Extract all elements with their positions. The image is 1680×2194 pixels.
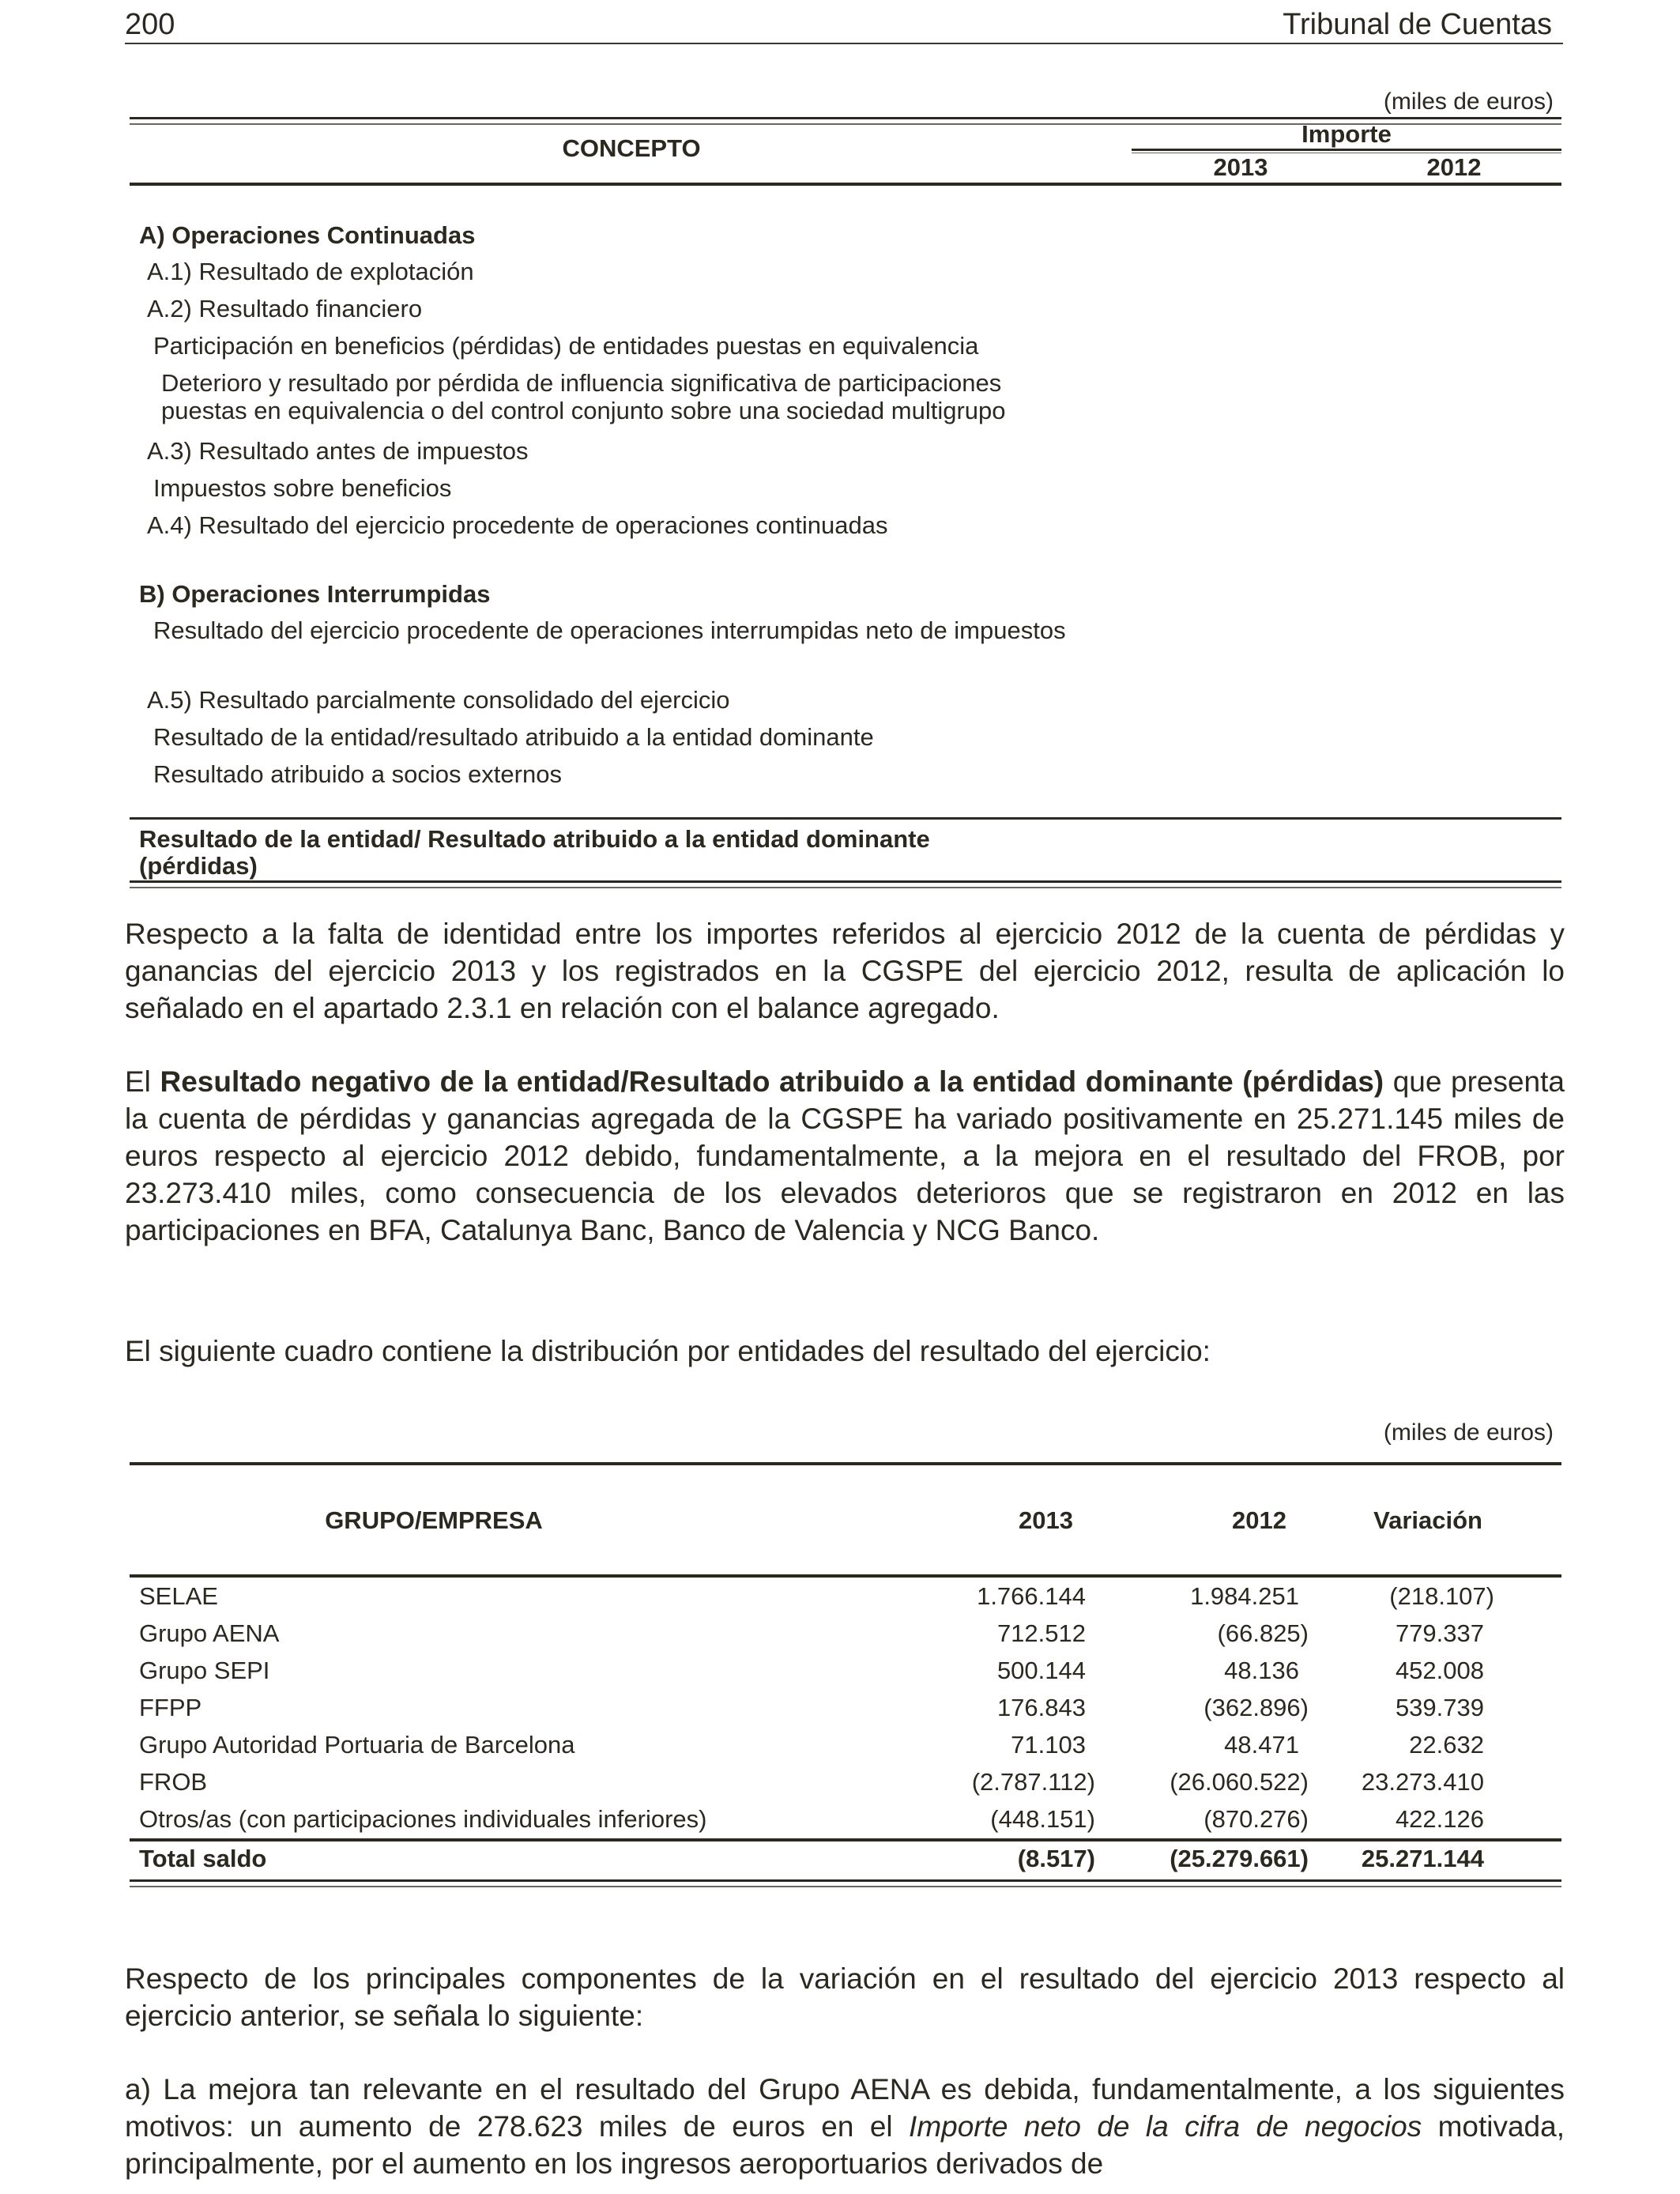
- table-row: Otros/as (con participaciones individuales inferiores) (448.151) (870.276) 422.126: [139, 1805, 1484, 1833]
- paragraph-components-intro: Respecto de los principales componentes de la variación en el resultado del ejercicio 2013 respecto al ejercicio anterior, se señala lo siguiente:: [125, 1962, 1565, 2032]
- page-number: 200: [125, 8, 175, 41]
- table-row: FFPP 176.843 (362.896) 539.739: [139, 1694, 1484, 1721]
- col-header-grupo: GRUPO/EMPRESA: [325, 1506, 543, 1534]
- table-row: Grupo AENA 712.512 (66.825) 779.337: [139, 1619, 1484, 1647]
- table-total-row: Total saldo (8.517) (25.279.661) 25.271.144: [139, 1845, 1484, 1872]
- table1-units: (miles de euros): [1383, 89, 1554, 115]
- table-row: Grupo Autoridad Portuaria de Barcelona 71.103 48.471 22.632: [139, 1731, 1484, 1759]
- bold-result-phrase: Resultado negativo de la entidad/Resultado atribuido a la entidad dominante (pérdidas): [160, 1065, 1384, 1098]
- paragraph-aena: a) La mejora tan relevante en el resultado del Grupo AENA es debida, fundamentalmente, a los siguientes motivos: un aumento de 278.623 miles de euros en el Importe neto de la cifra de negocios motivada, principalmente, por el aumento en los ingresos aeroportuarios derivados de: [125, 2073, 1565, 2180]
- section-b-heading: B) Operaciones Interrumpidas: [139, 580, 491, 608]
- table-row: Grupo SEPI 500.144 48.136 452.008: [139, 1657, 1484, 1684]
- table-row: SELAE 1.766.144 1.984.251 (218.107): [139, 1582, 1494, 1610]
- col-header-2012: 2012: [1232, 1506, 1286, 1534]
- page-header: [125, 6, 1563, 44]
- paragraph-identity-note: Respecto a la falta de identidad entre los importes referidos al ejercicio 2012 de la cuenta de pérdidas y ganancias del ejercicio 2013 y los registrados en la CGSPE del ejercicio 2012, resulta de aplicación lo señalado en el apartado 2.3.1 en relación con el balance agregado.: [125, 918, 1565, 1024]
- running-title: Tribunal de Cuentas: [1283, 8, 1552, 41]
- section-a-heading: A) Operaciones Continuadas: [139, 221, 476, 249]
- paragraph-table-intro: El siguiente cuadro contiene la distribución por entidades del resultado del ejercicio:: [125, 1335, 1211, 1367]
- table2-total-rule: [130, 1838, 1561, 1842]
- col-header-variacion: Variación: [1373, 1506, 1482, 1534]
- total-top-rule: [130, 817, 1561, 820]
- italic-term: Importe neto de la cifra de negocios: [909, 2110, 1422, 2143]
- table2-header-row: [130, 1506, 1552, 1538]
- table1-bottom-rule: [130, 880, 1561, 888]
- table2-header-rule: [130, 1574, 1561, 1578]
- table2-units: (miles de euros): [1383, 1419, 1554, 1446]
- col-header-concepto: CONCEPTO: [562, 134, 701, 162]
- col-header-importe: Importe: [1301, 120, 1392, 148]
- paragraph-result-variation: El Resultado negativo de la entidad/Resultado atribuido a la entidad dominante (pérdidas) que presenta la cuenta de pérdidas y ganancias agregada de la CGSPE ha variado positivamente en 25.271.145 miles de euros respecto al ejercicio 2012 debido, fundamentalmente, a la mejora en el resultado del FROB, por 23.273.410 miles, como consecuencia de los elevados deterioros que se registraron en 2012 en las participaciones en BFA, Catalunya Banc, Banco de Valencia y NCG Banco.: [125, 1065, 1565, 1246]
- table-row: FROB (2.787.112) (26.060.522) 23.273.410: [139, 1768, 1484, 1796]
- col-header-2013: 2013: [1213, 153, 1268, 181]
- col-header-2013: 2013: [1019, 1506, 1073, 1534]
- header-bottom-rule: [130, 183, 1561, 186]
- table2-top-rule: [130, 1462, 1561, 1465]
- col-header-2012: 2012: [1426, 153, 1482, 181]
- table2-bottom-rule: [130, 1879, 1561, 1887]
